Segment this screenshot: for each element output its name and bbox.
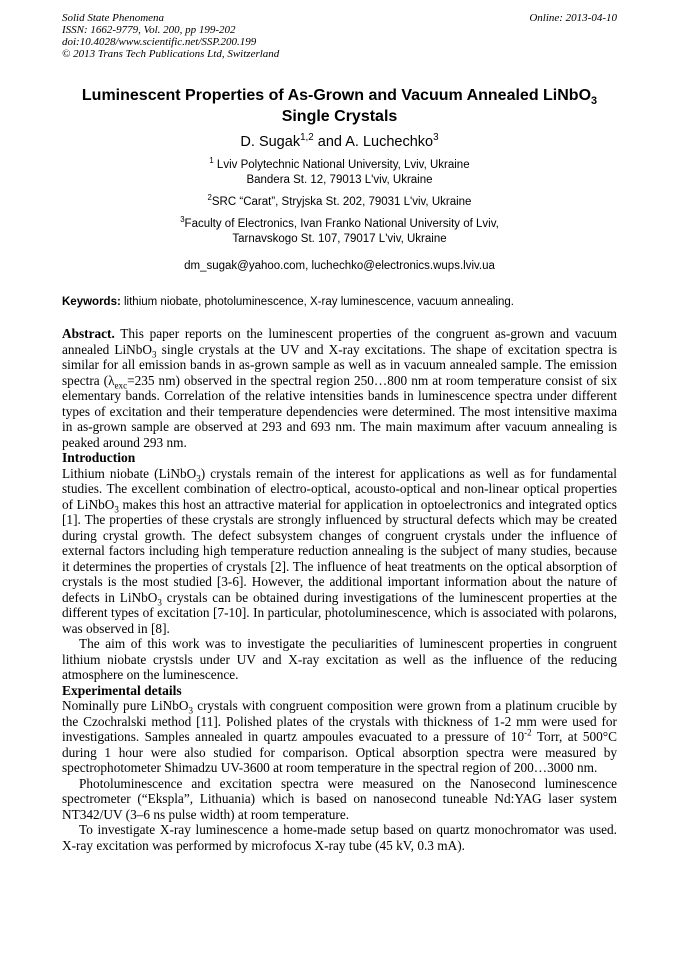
publication-header — [62, 12, 617, 60]
affiliation-3-line-2: Tarnavskogo St. 107, 79017 L'viv, Ukraine — [232, 233, 447, 245]
publication-info — [62, 12, 279, 60]
affiliation-2 — [62, 195, 617, 210]
affiliation-3 — [62, 217, 617, 247]
experimental-paragraph-1: Nominally pure LiNbO$_3$ crystals with congruent composition were grown from a platinum crucible by the Czochralski method [11]. Polished plates of the crystals with thickness of 1-2 mm were used for investigations. Samples annealed in quartz ampoules evacuated to a pressure of $10^{-2}$ Torr, at 500°C during 1 hour were also studied for comparison. Optical absorption spectra were measured by spectrophotometer Shimadzu UV-3600 at room temperature in the spectral region of 200…3000 nm. — [62, 698, 617, 775]
doi-line: doi:10.4028/www.scientific.net/SSP.200.199 — [62, 36, 257, 48]
affiliation-3-line-1: $^3$Faculty of Electronics, Ivan Franko National University of Lviv, — [180, 215, 499, 230]
paper-title — [62, 85, 617, 127]
copyright-line: © 2013 Trans Tech Publications Ltd, Switzerland — [62, 48, 280, 60]
affiliation-1-line-2: Bandera St. 12, 79013 L'viv, Ukraine — [246, 174, 433, 186]
paper-title-line-1: Luminescent Properties of As-Grown and Vacuum Annealed LiNbO$_3$ — [81, 87, 598, 108]
keywords-line: Keywords: lithium niobate, photoluminescence, X-ray luminescence, vacuum annealing. — [62, 296, 514, 308]
section-heading-experimental: Experimental details — [62, 682, 182, 698]
experimental-paragraph-2: Photoluminescence and excitation spectra were measured on the Nanosecond luminescence spectrometer (“Ekspla”, Lithuania) which is based on nanosecond tuneable Nd:YAG laser system NT342/UV (3–6 ns pulse width) at room temperature. — [62, 775, 617, 822]
online-date: Online: 2013-04-10 — [529, 12, 617, 24]
issn-line: ISSN: 1662-9779, Vol. 200, pp 199-202 — [62, 24, 236, 36]
abstract-paragraph: Abstract. This paper reports on the luminescent properties of the congruent as-grown and vacuum annealed LiNbO$_3$ single crystals at the UV and X-ray excitations. The shape of excitation spectra is similar for all emission bands in as-grown sample as well as in vacuum annealed sample. The emission spectra ($\lambda_{exc}=235$ nm) observed in the spectral region 250…800 nm at room temperature consist of six elementary bands. Correlation of the relative intensities bands in luminescence spectra under different types of excitation and their temperature dependencies were determined. The most intensitive maxima in as-grown sample are observed at 293 and 693 nm. The main maximum after vacuum annealing is peaked around 293 nm. — [62, 326, 618, 450]
section-heading-introduction: Introduction — [62, 450, 136, 465]
paper-title-line-2: Single Crystals — [281, 108, 398, 125]
affiliation-1 — [62, 158, 617, 188]
author-emails: dm_sugak@yahoo.com, luchechko@electronics.wups.lviv.ua — [184, 260, 495, 272]
journal-name: Solid State Phenomena — [62, 12, 165, 24]
experimental-paragraph-3: To investigate X-ray luminescence a home-made setup based on quartz monochromator was used. X-ray excitation was performed by microfocus X-ray tube (45 kV, 0.3 mA). — [62, 822, 617, 853]
introduction-paragraph-1: Lithium niobate (LiNbO$_3$) crystals remain of the interest for applications as well as for fundamental studies. The excellent combination of electro-optical, acousto-optical and non-linear optical properties of LiNbO$_3$ makes this host an attractive material for application in optoelectronics and integrated optics [1]. The properties of these crystals are strongly influenced by structural defects which may be created during crystal growth. The defect subsystem changes of congruent crystals under the influence of external factors including high temperature reduction annealing is the subject of many studies, because it determines the properties of crystals [2]. The influence of heat treatments on the optical absorption of crystals is the most studied [3-6]. However, the additional important information about the nature of defects in LiNbO$_3$ crystals can be obtained during investigations of the luminescent properties at the different types of excitation [7-10]. In particular, photoluminescence, which is associated with polarons, was observed in [8]. — [62, 465, 618, 636]
authors-line: D. Sugak$^{1,2}$ and A. Luchechko$^3$ — [240, 132, 439, 150]
introduction-paragraph-2: The aim of this work was to investigate the peculiarities of luminescent properties in congruent lithium niobate crystsls under UV and X-ray excitation as well as the influence of the reducing atmosphere on the luminescence. — [62, 636, 617, 682]
affiliation-1-line-1: $^1$ Lviv Polytechnic National University, Lviv, Ukraine — [209, 156, 470, 171]
affiliation-2-line-1: $^2$SRC “Carat”, Stryjska St. 202, 79031 L'viv, Ukraine — [207, 193, 472, 208]
